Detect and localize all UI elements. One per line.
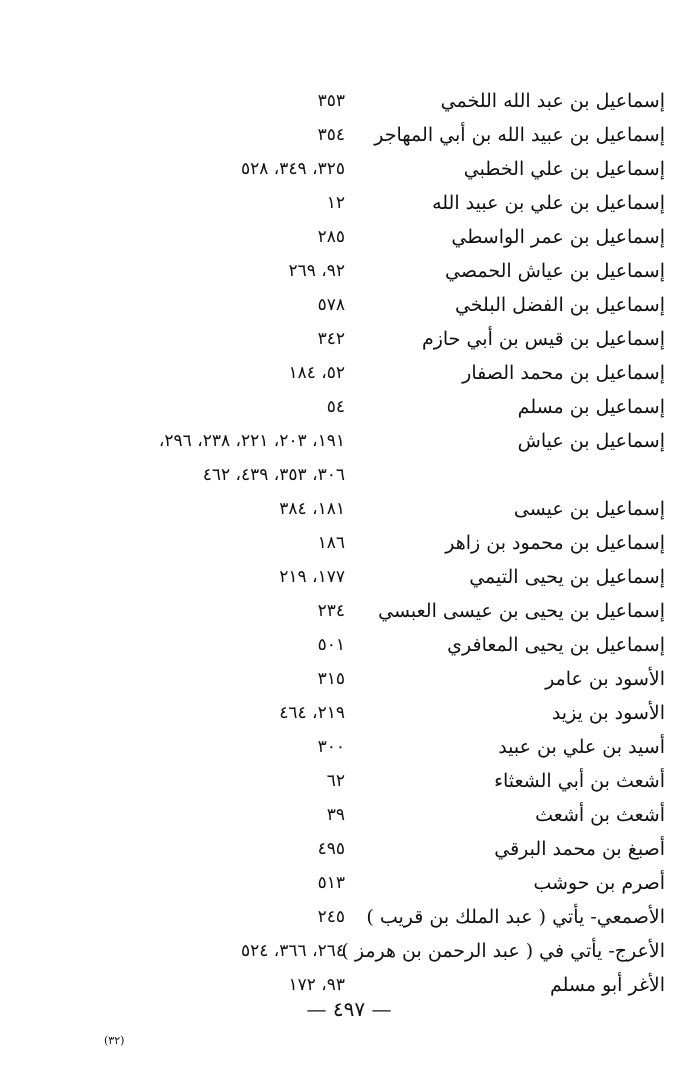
index-entry: [60, 492, 665, 526]
entry-pages: ١٨٦: [317, 533, 345, 553]
entry-pages: ٣٠٦، ٣٥٣، ٤٣٩، ٤٦٢: [202, 465, 345, 485]
page-number: — ٤٩٧ —: [306, 997, 392, 1021]
entry-name: الأسود بن عامر: [545, 668, 665, 690]
index-entry: [60, 764, 665, 798]
entry-pages: ١٩١، ٢٠٣، ٢٢١، ٢٣٨، ٢٩٦،: [158, 431, 345, 451]
entry-name: الأصمعي- يأتي ( عبد الملك بن قريب ): [366, 906, 665, 928]
entry-name: إسماعيل بن علي بن عبيد الله: [432, 192, 665, 214]
index-entry: [60, 594, 665, 628]
entry-name: إسماعيل بن عبد الله اللخمي: [440, 90, 665, 112]
entry-name: إسماعيل بن عمر الواسطي: [451, 226, 665, 248]
entry-pages: ٩٢، ٢٦٩: [288, 261, 345, 281]
entry-name: الأغر أبو مسلم: [549, 974, 665, 996]
entry-pages: ١٧٧، ٢١٩: [279, 567, 345, 587]
entry-name: أصبغ بن محمد البرقي: [494, 838, 665, 860]
index-entry: [60, 152, 665, 186]
entry-name: إسماعيل بن محمد الصفار: [462, 362, 665, 384]
index-entry: [60, 832, 665, 866]
entry-pages: ٥٠١: [317, 635, 345, 655]
index-entry: [60, 560, 665, 594]
entry-name: أشعث بن أشعث: [535, 804, 665, 826]
signature-mark: (٣٢): [104, 1034, 125, 1047]
entry-pages: ٣٠٠: [317, 737, 345, 757]
index-entry: [60, 458, 665, 492]
entry-name: إسماعيل بن يحيى التيمي: [469, 566, 665, 588]
index-entry: [60, 118, 665, 152]
entry-pages: ١٢: [326, 193, 345, 213]
entry-pages: ٣٢٥، ٣٤٩، ٥٢٨: [241, 159, 345, 179]
index-entry: [60, 934, 665, 968]
entry-pages: ٥٢، ١٨٤: [288, 363, 345, 383]
entry-pages: ٥٧٨: [317, 295, 345, 315]
index-entry: [60, 696, 665, 730]
entry-name: إسماعيل بن مسلم: [517, 396, 665, 418]
entry-pages: ٩٣، ١٧٢: [288, 975, 345, 995]
index-entry: [60, 390, 665, 424]
entry-pages: ٥٤: [326, 397, 345, 417]
entry-pages: ٤٩٥: [317, 839, 345, 859]
index-entry: [60, 526, 665, 560]
entry-pages: ٢٨٥: [317, 227, 345, 247]
entry-name: إسماعيل بن عياش: [517, 430, 665, 452]
entry-name: إسماعيل بن عبيد الله بن أبي المهاجر: [374, 124, 665, 146]
entry-pages: ٥١٣: [317, 873, 345, 893]
entry-name: إسماعيل بن قيس بن أبي حازم: [421, 328, 665, 350]
entry-name: أشعث بن أبي الشعثاء: [494, 770, 665, 792]
index-entry: [60, 220, 665, 254]
entry-pages: ١٨١، ٣٨٤: [279, 499, 345, 519]
index-entry: [60, 288, 665, 322]
index-entry: [60, 356, 665, 390]
entry-name: إسماعيل بن علي الخطبي: [463, 158, 665, 180]
index-entry: [60, 84, 665, 118]
index-entry: [60, 798, 665, 832]
entry-pages: ٢١٩، ٤٦٤: [279, 703, 345, 723]
entry-pages: ٦٢: [326, 771, 345, 791]
entry-name: الأسود بن يزيد: [551, 702, 665, 724]
entry-name: أصرم بن حوشب: [533, 872, 665, 894]
entry-name: إسماعيل بن يحيى المعافري: [447, 634, 665, 656]
index-entry: [60, 628, 665, 662]
entry-pages: ٢٣٤: [317, 601, 345, 621]
entry-pages: ٣٤٢: [317, 329, 345, 349]
index-entry: [60, 900, 665, 934]
entry-name: الأعرج- يأتي في ( عبد الرحمن بن هرمز ): [341, 940, 665, 962]
index-entry: [60, 866, 665, 900]
entry-pages: ٣٩: [326, 805, 345, 825]
index-entry: [60, 254, 665, 288]
index-entry: [60, 424, 665, 458]
entry-pages: ٣٥٣: [317, 91, 345, 111]
entry-pages: ٢٤٥: [317, 907, 345, 927]
entry-pages: ٣١٥: [317, 669, 345, 689]
index-entry: [60, 186, 665, 220]
entry-name: إسماعيل بن يحيى بن عيسى العبسي: [378, 600, 665, 622]
index-entry: [60, 662, 665, 696]
entry-name: إسماعيل بن الفضل البلخي: [454, 294, 665, 316]
entry-pages: ٢٦٤، ٣٦٦، ٥٢٤: [241, 941, 345, 961]
entry-name: أسيد بن علي بن عبيد: [498, 736, 665, 758]
entry-name: إسماعيل بن محمود بن زاهر: [445, 532, 665, 554]
entry-pages: ٣٥٤: [317, 125, 345, 145]
entry-name: إسماعيل بن عياش الحمصي: [445, 260, 665, 282]
entry-name: إسماعيل بن عيسى: [513, 498, 665, 520]
index-entry: [60, 322, 665, 356]
index-entry: [60, 730, 665, 764]
